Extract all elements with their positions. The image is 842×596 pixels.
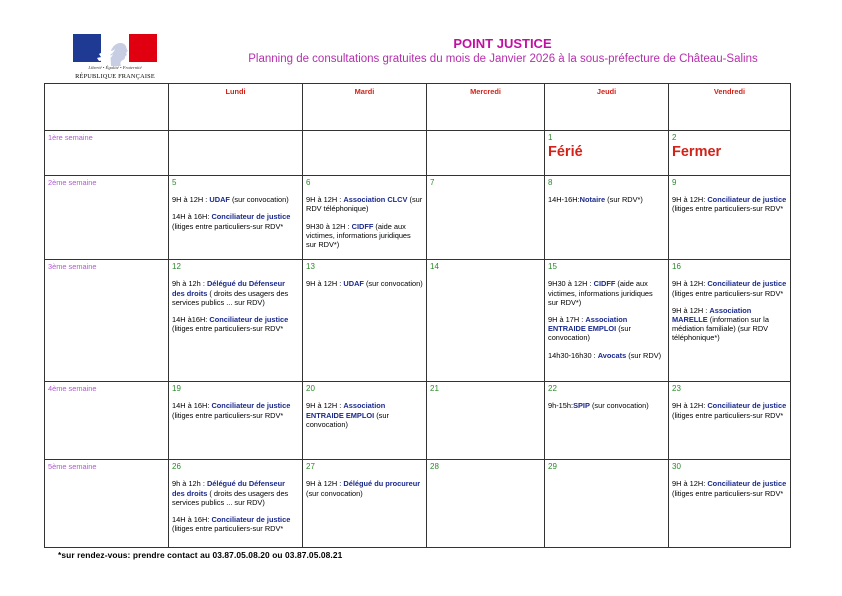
organization-name: Conciliateur de justice: [707, 479, 787, 489]
time-slot: 14h30-16h30 :: [548, 350, 598, 360]
organization-name: Délégué du procureur: [343, 479, 421, 489]
consultation-entry: [306, 401, 423, 429]
entry-details: (sur convocation): [589, 401, 649, 411]
date-number: 2: [672, 133, 677, 142]
organization-name: Conciliateur de justice: [211, 515, 291, 525]
day-cell: [427, 460, 545, 548]
corner-cell: [45, 84, 169, 131]
week-label: 2ème semaine: [45, 176, 169, 260]
date-number: 27: [306, 462, 315, 472]
week-label: 1ère semaine: [45, 131, 169, 176]
day-header: Vendredi: [669, 84, 791, 131]
time-slot: 9H à 12H :: [306, 401, 344, 411]
page-title: POINT JUSTICE: [453, 36, 552, 51]
day-header: Lundi: [169, 84, 303, 131]
consultation-entry: [172, 401, 299, 419]
week-row: [45, 382, 791, 460]
organization-name: UDAF: [343, 279, 364, 289]
page-subtitle: Planning de consultations gratuites du mois de Janvier 2026 à la sous-préfecture de Château-Salins: [248, 53, 758, 65]
entry-details: (information sur la médiation familiale) (sur RDV téléphonique*): [672, 315, 769, 343]
entry-details: (sur RDV): [626, 350, 662, 360]
day-cell: [545, 460, 669, 548]
schedule-table: [44, 83, 791, 548]
consultation-entry: [548, 195, 665, 204]
date-number: 8: [548, 178, 553, 187]
date-number: 13: [306, 262, 315, 272]
day-cell: [427, 131, 545, 176]
time-slot: 14H à 16H:: [172, 212, 212, 222]
date-number: 9: [672, 178, 677, 187]
consultation-entry: [672, 195, 787, 213]
time-slot: 14H-16H:: [548, 195, 580, 205]
entry-details: (litiges entre particuliers-sur RDV*: [672, 488, 784, 498]
date-number: 14: [430, 262, 439, 272]
consultation-entry: [672, 401, 787, 419]
day-cell: [669, 176, 791, 260]
consultation-entry: [306, 195, 423, 213]
consultation-entry: [548, 279, 665, 307]
organization-name: Délégué du Défenseur des droits: [172, 479, 285, 498]
motto-text: Liberté • Égalité • Fraternité: [88, 65, 142, 70]
date-number: 16: [672, 262, 681, 272]
consultation-entry: [306, 222, 423, 250]
time-slot: 9H à 12H :: [672, 305, 710, 315]
date-number: 26: [172, 462, 181, 472]
entry-details: (sur convocation): [229, 195, 289, 205]
day-cell: [669, 260, 791, 382]
day-cell: [669, 382, 791, 460]
consultation-entry: [172, 479, 299, 507]
time-slot: 9H à 12H :: [172, 195, 210, 205]
consultation-entry: [172, 515, 299, 533]
day-header: Mercredi: [427, 84, 545, 131]
day-cell: [545, 260, 669, 382]
day-cell: [669, 131, 791, 176]
marianne-flag-icon: [73, 34, 157, 62]
consultation-entry: [172, 195, 299, 204]
entry-details: (sur convocation): [363, 279, 423, 289]
week-row: [45, 460, 791, 548]
organization-name: Conciliateur de justice: [707, 401, 787, 411]
organization-name: Notaire: [579, 195, 606, 205]
day-cell: [169, 260, 303, 382]
date-number: 15: [548, 262, 557, 272]
consultation-entry: [306, 279, 423, 288]
day-cell: [169, 460, 303, 548]
week-label: 3ème semaine: [45, 260, 169, 382]
marianne-profile-icon: [93, 38, 153, 66]
day-cell: [303, 460, 427, 548]
time-slot: 9h à 12h :: [172, 279, 207, 289]
consultation-entry: [172, 315, 299, 333]
day-cell: [669, 460, 791, 548]
day-cell: [169, 176, 303, 260]
entry-details: (litiges entre particuliers-sur RDV*: [172, 324, 284, 334]
entry-details: (sur RDV*): [605, 195, 643, 205]
time-slot: 9H à 12H:: [672, 401, 708, 411]
entry-details: (litiges entre particuliers-sur RDV*: [172, 524, 284, 534]
organization-name: Conciliateur de justice: [209, 315, 289, 325]
organization-name: CIDFF: [351, 221, 374, 231]
week-row: [45, 176, 791, 260]
organization-name: UDAF: [209, 195, 230, 205]
consultation-entry: [548, 351, 665, 360]
time-slot: 9H à 12H:: [672, 195, 708, 205]
date-number: 19: [172, 384, 181, 394]
time-slot: 9h à 12h :: [172, 479, 207, 489]
republique-francaise-logo: [60, 30, 170, 86]
consultation-entry: [672, 479, 787, 497]
entry-details: ( droits des usagers des services publics ... sur RDV): [172, 288, 289, 307]
time-slot: 9H à 17H :: [548, 315, 586, 325]
consultation-entry: [672, 306, 787, 343]
day-cell: [169, 131, 303, 176]
week-row: [45, 131, 791, 176]
entry-details: (litiges entre particuliers-sur RDV*: [672, 204, 784, 214]
entry-details: (aide aux victimes, informations juridiques sur RDV*): [548, 279, 653, 307]
day-header: Jeudi: [545, 84, 669, 131]
date-number: 23: [672, 384, 681, 394]
entry-details: ( droits des usagers des services publics ... sur RDV): [172, 488, 289, 507]
time-slot: 14H à16H:: [172, 315, 210, 325]
day-cell: [169, 382, 303, 460]
organization-name: Association ENTRAIDE EMPLOI: [548, 315, 628, 334]
week-label: 4ème semaine: [45, 382, 169, 460]
entry-details: (sur convocation): [548, 324, 631, 343]
organization-name: Association CLCV: [343, 195, 408, 205]
organization-name: Association MARELLE: [672, 305, 752, 325]
entry-details: (litiges entre particuliers-sur RDV*: [672, 288, 784, 298]
time-slot: 9H à 12H :: [306, 479, 344, 489]
entry-details: (litiges entre particuliers-sur RDV*: [672, 410, 784, 420]
date-number: 7: [430, 178, 435, 187]
footnote: *sur rendez-vous: prendre contact au 03.87.05.08.20 ou 03.87.05.08.21: [58, 550, 343, 560]
day-cell: [303, 176, 427, 260]
day-header: Mardi: [303, 84, 427, 131]
time-slot: 9H30 à 12H :: [548, 279, 594, 289]
organization-name: Conciliateur de justice: [211, 401, 291, 411]
closure-label: Férié: [548, 144, 583, 161]
day-cell: [427, 260, 545, 382]
date-number: 6: [306, 178, 311, 187]
week-label: 5ème semaine: [45, 460, 169, 548]
time-slot: 9H à 12H :: [306, 279, 344, 289]
organization-name: Avocats: [597, 350, 627, 360]
organization-name: Conciliateur de justice: [211, 212, 291, 222]
day-cell: [303, 131, 427, 176]
day-cell: [545, 382, 669, 460]
date-number: 21: [430, 384, 439, 394]
date-number: 28: [430, 462, 439, 472]
date-number: 1: [548, 133, 553, 142]
day-cell: [427, 382, 545, 460]
organization-name: CIDFF: [593, 279, 616, 289]
date-number: 5: [172, 178, 177, 187]
entry-details: (sur convocation): [306, 488, 363, 498]
day-cell: [545, 131, 669, 176]
day-cell: [303, 382, 427, 460]
consultation-entry: [172, 212, 299, 230]
time-slot: 9H30 à 12H :: [306, 221, 352, 231]
date-number: 20: [306, 384, 315, 394]
entry-details: (litiges entre particuliers-sur RDV*: [172, 221, 284, 231]
date-number: 12: [172, 262, 181, 272]
date-number: 29: [548, 462, 557, 472]
day-cell: [303, 260, 427, 382]
entry-details: (sur convocation): [306, 410, 389, 429]
time-slot: 14H à 16H:: [172, 401, 212, 411]
organization-name: Conciliateur de justice: [707, 279, 787, 289]
date-number: 30: [672, 462, 681, 472]
consultation-entry: [548, 315, 665, 343]
organization-name: SPIP: [573, 401, 590, 411]
consultation-entry: [672, 279, 787, 297]
organization-name: Conciliateur de justice: [707, 195, 787, 205]
date-number: 22: [548, 384, 557, 394]
time-slot: 9H à 12H:: [672, 479, 708, 489]
entry-details: (aide aux victimes, informations juridiques sur RDV*): [306, 221, 411, 250]
time-slot: 14H à 16H:: [172, 515, 212, 525]
closure-label: Fermer: [672, 144, 722, 161]
consultation-entry: [172, 279, 299, 307]
entry-details: (sur RDV téléphonique): [306, 195, 423, 214]
time-slot: 9h-15h:: [548, 401, 574, 411]
week-row: [45, 260, 791, 382]
organization-name: Délégué du Défenseur des droits: [172, 279, 285, 298]
header-row: [45, 84, 791, 131]
consultation-entry: [548, 401, 665, 410]
time-slot: 9H à 12H :: [306, 195, 344, 205]
time-slot: 9H à 12H:: [672, 279, 708, 289]
entry-details: (litiges entre particuliers-sur RDV*: [172, 410, 284, 420]
day-cell: [427, 176, 545, 260]
consultation-entry: [306, 479, 423, 497]
day-cell: [545, 176, 669, 260]
republic-label: RÉPUBLIQUE FRANÇAISE: [75, 73, 155, 80]
organization-name: Association ENTRAIDE EMPLOI: [306, 401, 386, 420]
